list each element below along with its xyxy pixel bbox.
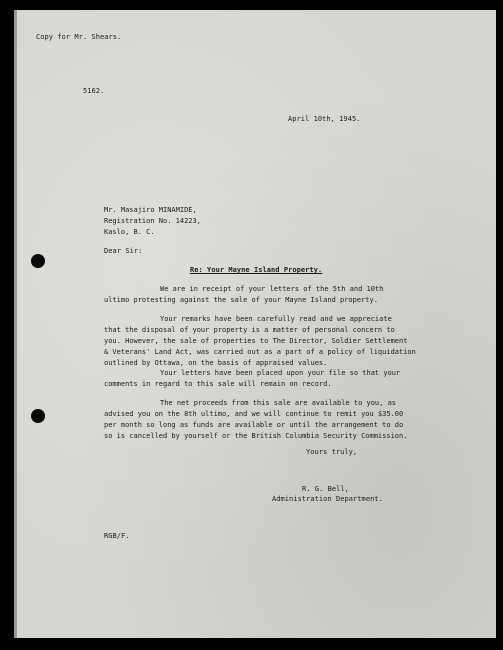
address-line: Mr. Masajiro MINAMIDE, <box>104 206 197 214</box>
paragraph-line: outlined by Ottawa, on the basis of appraised values. <box>104 359 328 367</box>
paragraph-line: Your letters have been placed upon your file so that your <box>160 369 401 377</box>
punch-hole-top <box>31 254 45 268</box>
paragraph-2 <box>104 314 416 369</box>
page-edge <box>14 10 17 638</box>
paragraph-line: & Veterans' Land Act, was carried out as a part of a policy of liquidation <box>104 348 416 356</box>
signer-department: Administration Department. <box>272 495 383 503</box>
file-number: 5162. <box>83 87 105 95</box>
paragraph-line: We are in receipt of your letters of the 5th and 10th <box>160 285 384 293</box>
paragraph-line: comments in regard to this sale will remain on record. <box>104 380 332 388</box>
paragraph-line: that the disposal of your property is a matter of personal concern to <box>104 326 395 334</box>
closing: Yours truly, <box>306 448 358 456</box>
paragraph-line: per month so long as funds are available or until the arrangement to do <box>104 421 404 429</box>
paragraph-line: you. However, the sale of properties to The Director, Soldier Settlement <box>104 337 408 345</box>
paragraph-3 <box>104 368 400 390</box>
letter-date: April 10th, 1945. <box>288 115 361 123</box>
address-line: Kaslo, B. C. <box>104 228 155 236</box>
paragraph-line: ultimo protesting against the sale of your Mayne Island property. <box>104 296 378 304</box>
salutation: Dear Sir: <box>104 247 143 255</box>
paragraph-line: Your remarks have been carefully read and we appreciate <box>160 315 392 323</box>
paragraph-4 <box>104 398 407 442</box>
punch-hole-bottom <box>31 409 45 423</box>
paragraph-line: advised you on the 8th ultimo, and we will continue to remit you $35.00 <box>104 410 404 418</box>
signer-name: R. G. Bell, <box>302 485 349 493</box>
subject-line: Re: Your Mayne Island Property. <box>190 266 323 274</box>
paragraph-line: so is cancelled by yourself or the British Columbia Security Commission. <box>104 432 408 440</box>
copy-note: Copy for Mr. Shears. <box>36 33 122 41</box>
paragraph-1 <box>104 284 383 306</box>
recipient-address <box>104 205 201 238</box>
typist-initials: RGB/F. <box>104 532 130 540</box>
address-line: Registration No. 14223, <box>104 217 201 225</box>
paragraph-line: The net proceeds from this sale are available to you, as <box>160 399 397 407</box>
